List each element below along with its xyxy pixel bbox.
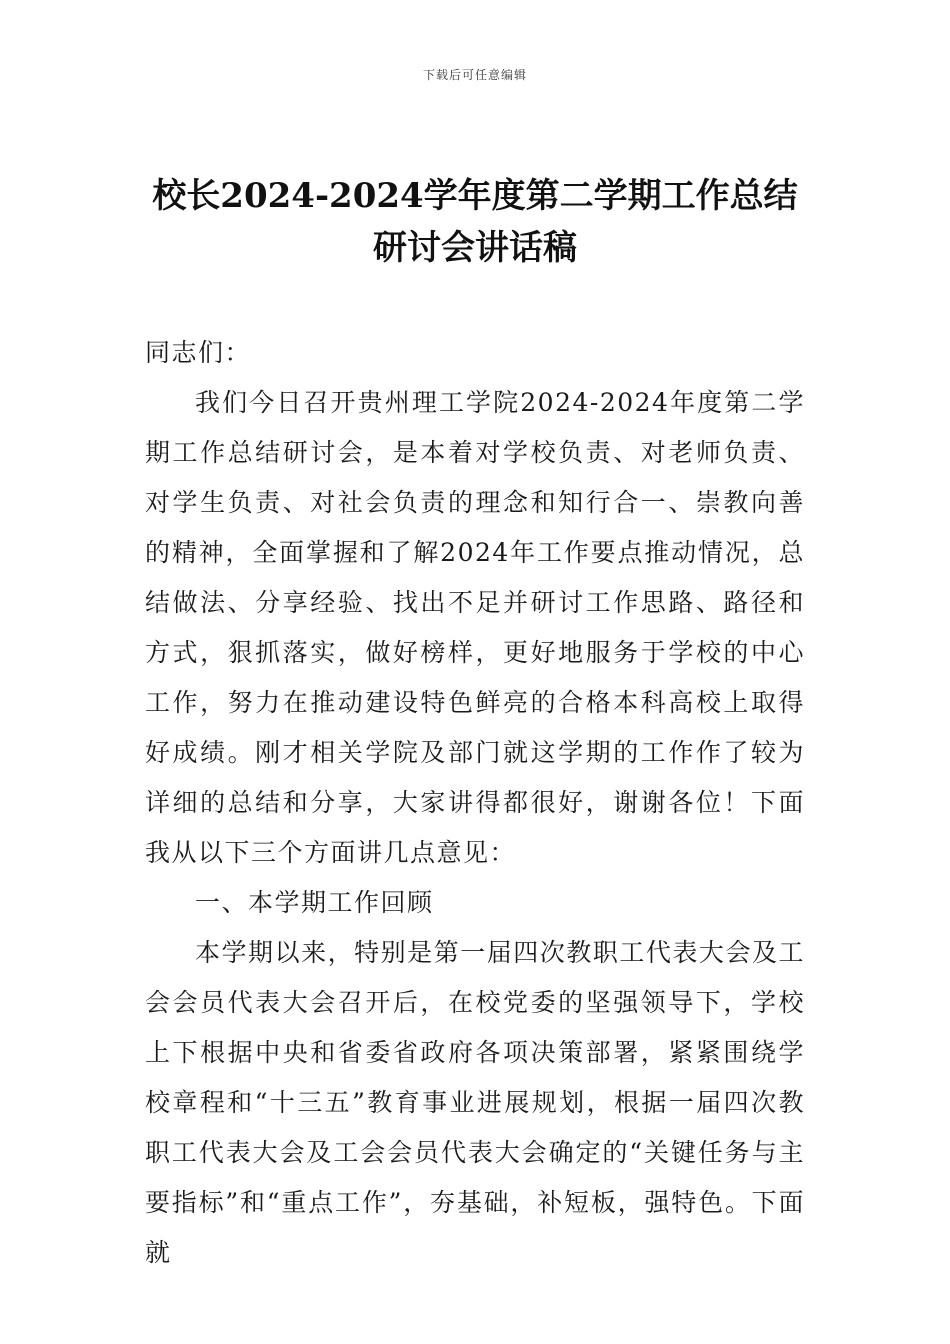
section-heading: 一、本学期工作回顾 (195, 888, 434, 917)
page-header: 下载后可任意编辑 (422, 68, 527, 82)
paragraph-review: 本学期以来，特别是第一届四次教职工代表大会及工会会员代表大会召开后，在校党委的坚强领导下，学校上下根据中央和省委省政府各项决策部署，紧紧围绕学校章程和“十三五”教育事业进展规划，根据一届四次教职工代表大会及工会会员代表大会确定的“关键任务与主要指标”和“重点工作”，夯基础，补短板，强特色。下面就 (145, 938, 805, 1267)
document-title: 校长2024-2024学年度第二学期工作总结研讨会讲话稿 (152, 176, 798, 268)
paragraph-intro: 我们今日召开贵州理工学院2024-2024年度第二学期工作总结研讨会，是本着对学校负责、对老师负责、对学生负责、对社会负责的理念和知行合一、崇教向善的精神，全面掌握和了解2024年工作要点推动情况，总结做法、分享经验、找出不足并研讨工作思路、路径和方式，狠抓落实，做好榜样，更好地服务于学校的中心工作，努力在推动建设特色鲜亮的合格本科高校上取得好成绩。刚才相关学院及部门就这学期的工作作了较为详细的总结和分享，大家讲得都很好，谢谢各位！下面我从以下三个方面讲几点意见： (145, 388, 805, 867)
salutation: 同志们： (145, 338, 252, 367)
document-body (145, 328, 805, 1278)
